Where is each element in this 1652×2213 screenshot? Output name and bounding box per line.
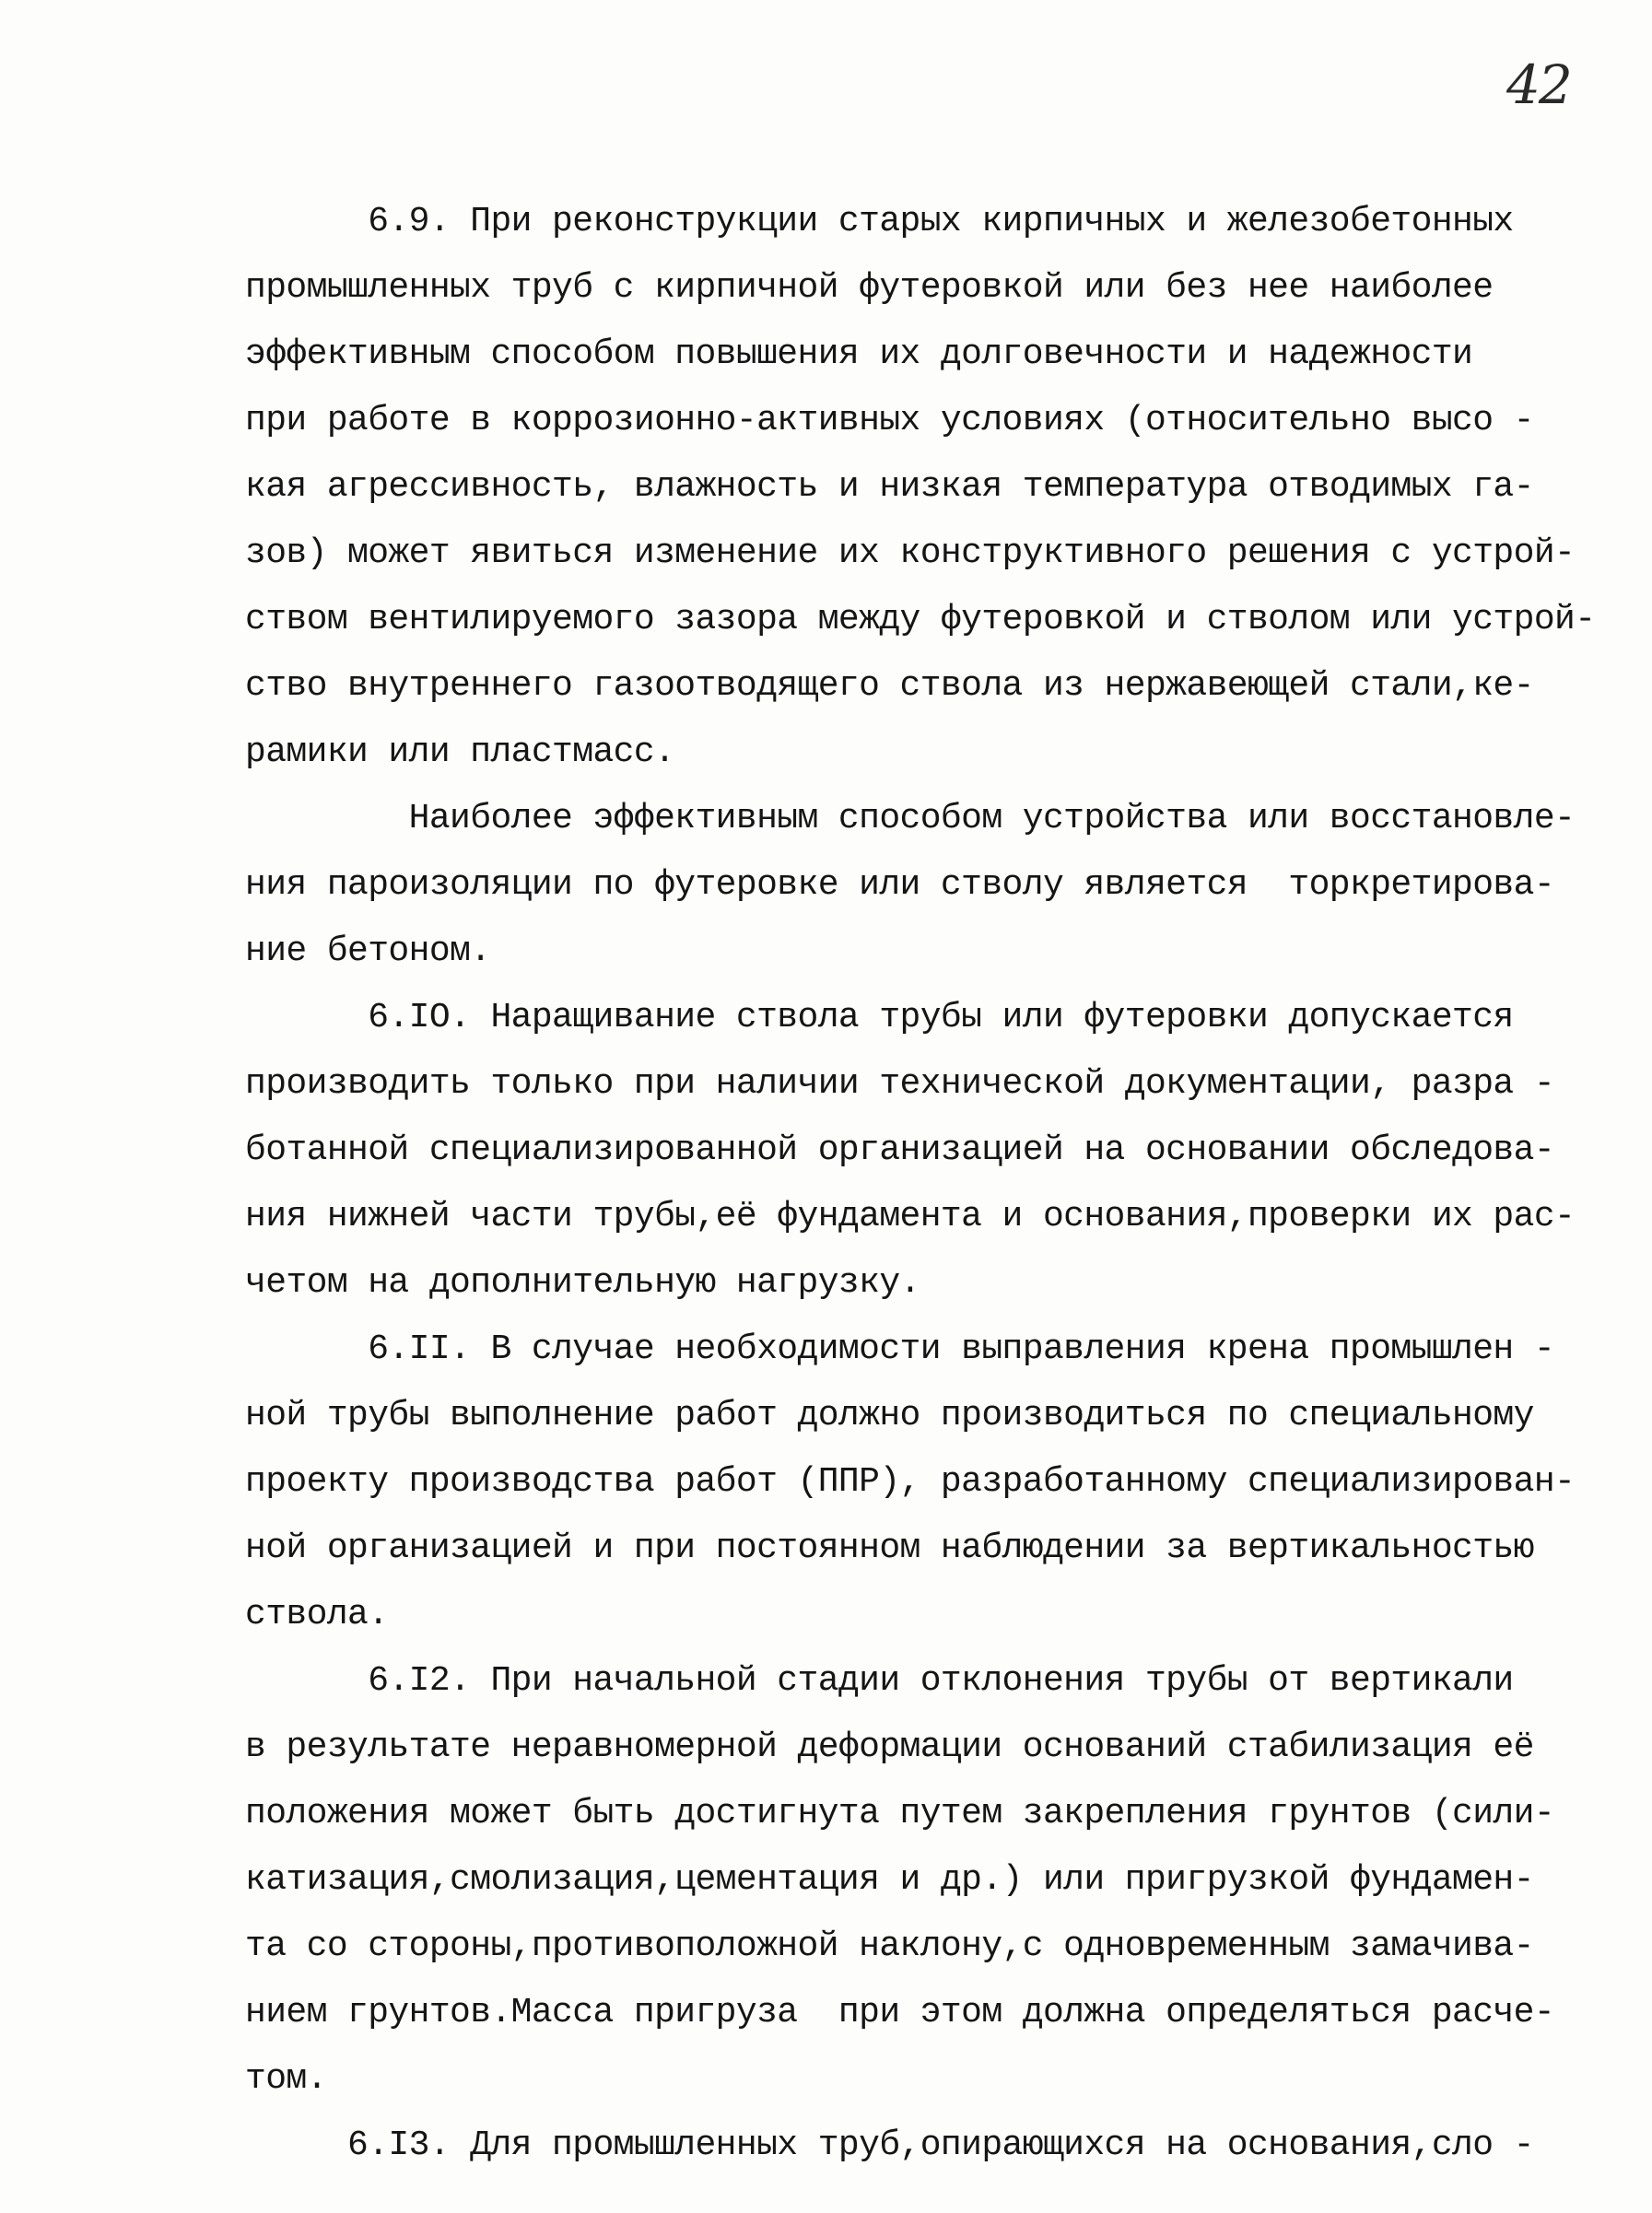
text-line: 6.I2. При начальной стадии отклонения трубы от вертикали <box>245 1661 1514 1701</box>
text-line: ствола. <box>245 1595 389 1634</box>
text-line: ботанной специализированной организацией на основании обследова- <box>245 1130 1555 1170</box>
text-line: Наиболее эффективным способом устройства или восстановле- <box>245 799 1576 838</box>
text-line: 6.II. В случае необходимости выправления крена промышлен - <box>245 1329 1555 1369</box>
document-body <box>245 189 1596 2179</box>
text-line: четом на дополнительную нагрузку. <box>245 1263 920 1303</box>
text-line: в результате неравномерной деформации оснований стабилизация её <box>245 1727 1534 1767</box>
text-line: ной трубы выполнение работ должно производиться по специальному <box>245 1396 1534 1435</box>
text-line: зов) может явиться изменение их конструктивного решения с устрой- <box>245 533 1576 573</box>
text-line: промышленных труб с кирпичной футеровкой или без нее наиболее <box>245 268 1494 308</box>
text-line: рамики или пластмасс. <box>245 732 675 772</box>
text-line: ством вентилируемого зазора между футеровкой и стволом или устрой- <box>245 600 1596 639</box>
text-line: проекту производства работ (ППР), разработанному специализирован- <box>245 1462 1576 1502</box>
text-line: 6.IO. Наращивание ствола трубы или футеровки допускается <box>245 998 1514 1037</box>
text-line: производить только при наличии технической документации, разра - <box>245 1064 1555 1104</box>
text-line: ство внутреннего газоотводящего ствола из нержавеющей стали,ке- <box>245 666 1534 706</box>
page-number: 42 <box>1506 53 1571 116</box>
text-line: кая агрессивность, влажность и низкая температура отводимых га- <box>245 467 1534 507</box>
text-line: эффективным способом повышения их долговечности и надежности <box>245 334 1473 374</box>
text-line: ной организацией и при постоянном наблюдении за вертикальностью <box>245 1528 1534 1568</box>
text-line: при работе в коррозионно-активных условиях (относительно высо - <box>245 401 1534 440</box>
text-line: ния нижней части трубы,её фундамента и основания,проверки их рас- <box>245 1197 1576 1236</box>
text-line: катизация,смолизация,цементация и др.) или пригрузкой фундамен- <box>245 1860 1534 1900</box>
text-line: том. <box>245 2059 327 2099</box>
text-line: ние бетоном. <box>245 931 491 971</box>
text-line: 6.9. При реконструкции старых кирпичных и железобетонных <box>245 202 1514 241</box>
text-line: та со стороны,противоположной наклону,с одновременным замачива- <box>245 1926 1534 1966</box>
text-line: 6.I3. Для промышленных труб,опирающихся на основания,сло - <box>245 2125 1534 2165</box>
text-line: ния пароизоляции по футеровке или стволу является торкретирова- <box>245 865 1555 905</box>
text-line: нием грунтов.Масса пригруза при этом должна определяться расче- <box>245 1993 1555 2032</box>
text-line: положения может быть достигнута путем закрепления грунтов (сили- <box>245 1794 1555 1833</box>
